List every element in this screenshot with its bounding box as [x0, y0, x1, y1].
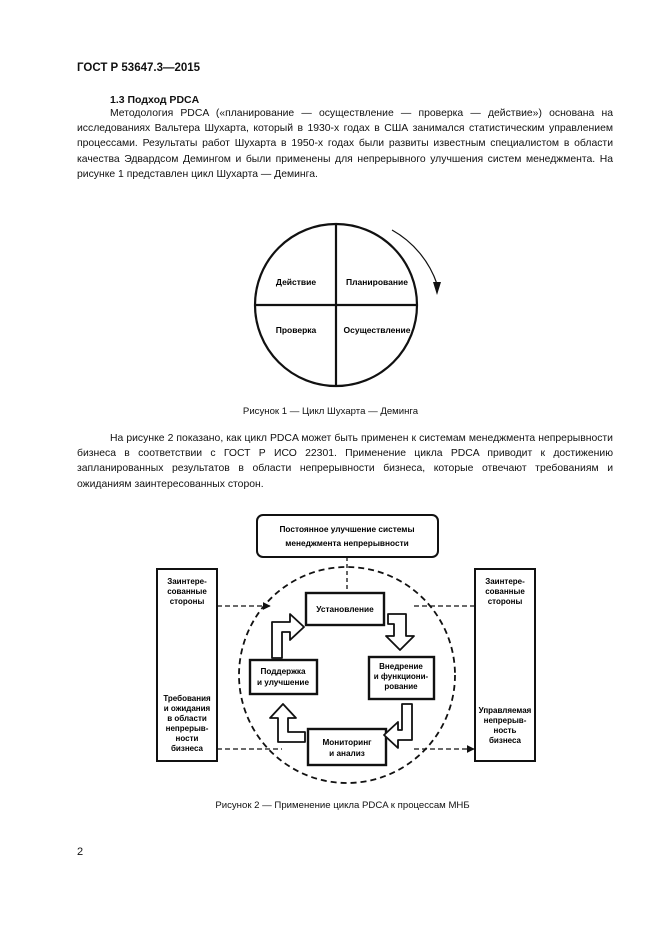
stage-implement-1: Внедрение: [379, 662, 423, 671]
quadrant-check: Проверка: [275, 325, 317, 335]
paragraph-figure2-intro: На рисунке 2 показано, как цикл PDCA может быть применен к системам менеджмента непрерывности бизнеса в соответствии с ГОСТ Р ИСО 22301. Применение цикла PDCA приводит к достижению запланированных результатов в области непрерывности бизнеса, которые отвечают требованиям и ожиданиям заинтересованных сторон.: [77, 433, 613, 490]
right-bottom-1: Управляемая: [478, 706, 532, 715]
stage-maintain-box: [250, 660, 317, 694]
stage-monitor-1: Мониторинг: [322, 738, 372, 747]
right-bottom-4: бизнеса: [488, 736, 522, 745]
left-bottom-3: в области: [167, 714, 207, 723]
right-top-1: Заинтере-: [485, 577, 525, 586]
figure-2-caption: Рисунок 2 — Применение цикла PDCA к процессам МНБ: [215, 800, 470, 811]
left-top-1: Заинтере-: [167, 577, 207, 586]
left-top-3: стороны: [169, 597, 205, 606]
stage-maintain-2: и улучшение: [256, 678, 310, 687]
page-number: 2: [77, 846, 84, 858]
left-bottom-5: ности: [175, 734, 199, 743]
stage-establish: Установление: [316, 604, 374, 614]
left-bottom-2: и ожидания: [163, 704, 211, 713]
document-header: ГОСТ Р 53647.3—2015: [77, 62, 201, 74]
stage-monitor-2: и анализ: [329, 749, 365, 758]
figure-1-caption: Рисунок 1 — Цикл Шухарта — Деминга: [242, 406, 419, 417]
stage-monitor-box: [308, 729, 386, 765]
stage-maintain-1: Поддержка: [260, 667, 306, 676]
stage-implement-3: рование: [384, 682, 418, 691]
improvement-line-1: Постоянное улучшение системы: [279, 524, 415, 534]
section-title: 1.3 Подход PDCA: [110, 94, 200, 106]
right-bottom-3: ность: [493, 726, 517, 735]
left-bottom-6: бизнеса: [170, 744, 204, 753]
paragraph-intro: Методология PDCA («планирование — осуществление — проверка — действие») основана на исследованиях Вальтера Шухарта, который в 1930-х годах в США занимался статистическим управлением процессами. Результаты работ Шухарта в 1950-х годах были развиты известным специалистом в области качества Эдвардсом Демингом и были применены для непрерывного улучшения систем менеджмента. На рисунке 1 представлен цикл Шухарта — Деминга.: [77, 108, 613, 180]
improvement-line-2: менеджмента непрерывности: [285, 538, 409, 548]
arrow-implement-to-monitor-icon: [384, 704, 412, 748]
stage-implement-2: и функциони-: [373, 672, 429, 681]
quadrant-act: Действие: [275, 277, 317, 287]
arrow-maintain-to-establish-icon: [272, 614, 304, 658]
arrow-monitor-to-maintain-icon: [270, 704, 305, 742]
left-bottom-1: Требования: [163, 694, 211, 703]
left-top-2: сованные: [167, 587, 207, 596]
quadrant-do: Осуществление: [343, 325, 411, 335]
improvement-box: [257, 515, 438, 557]
left-bottom-4: непрерыв-: [165, 724, 209, 733]
right-top-2: сованные: [485, 587, 525, 596]
right-top-3: стороны: [487, 597, 523, 606]
arrow-establish-to-implement-icon: [386, 614, 414, 650]
quadrant-plan: Планирование: [346, 277, 408, 287]
right-bottom-2: непрерыв-: [483, 716, 527, 725]
